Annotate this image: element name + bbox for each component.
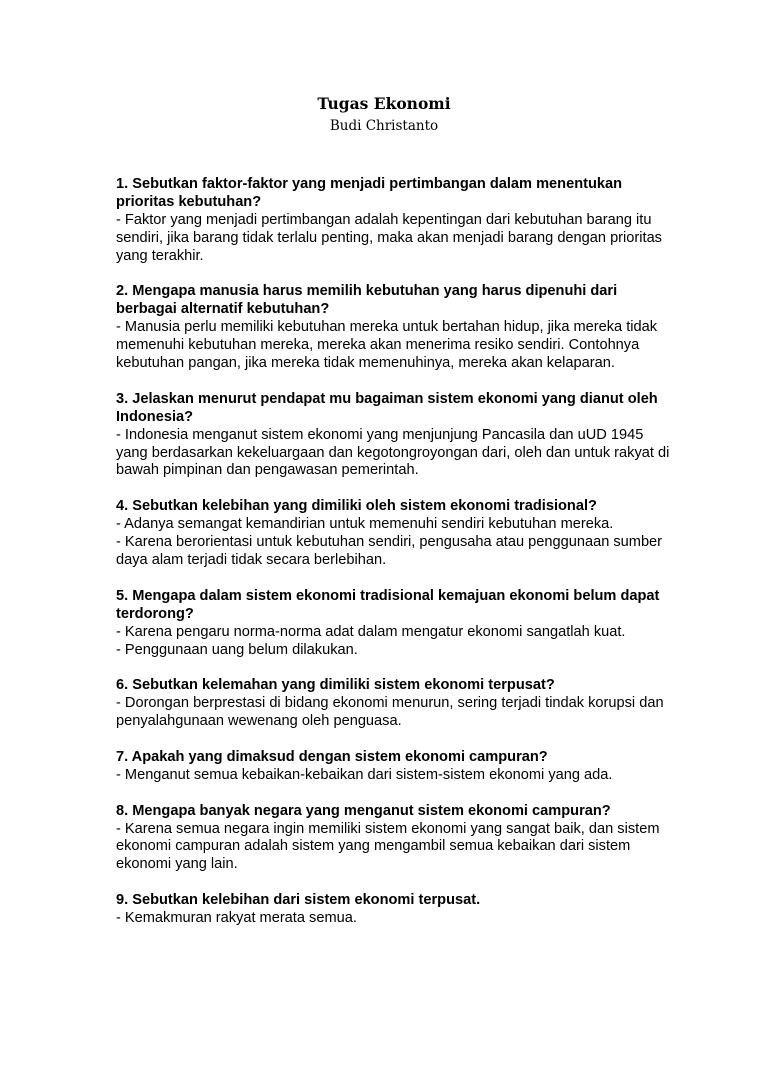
question-8: 8. Mengapa banyak negara yang menganut sistem ekonomi campuran? [116, 802, 611, 819]
answer-7-1: - Menganut semua kebaikan-kebaikan dari sistem-sistem ekonomi yang ada. [116, 766, 613, 783]
qa-item-1 [116, 176, 676, 266]
qa-item-3 [116, 391, 676, 481]
qa-list [116, 176, 676, 946]
document-header [0, 94, 768, 136]
document-title: Tugas Ekonomi [317, 94, 451, 113]
qa-item-6 [116, 677, 676, 731]
qa-item-2 [116, 283, 676, 373]
answer-6-1: - Dorongan berprestasi di bidang ekonomi menurun, sering terjadi tindak korupsi dan penyalahgunaan wewenang oleh penguasa. [116, 695, 664, 730]
answer-8-1: - Karena semua negara ingin memiliki sistem ekonomi yang sangat baik, dan sistem ekonomi campuran adalah sistem yang mengambil semua kebaikan dari sistem ekonomi yang lain. [116, 820, 660, 873]
question-1: 1. Sebutkan faktor-faktor yang menjadi pertimbangan dalam menentukan prioritas kebutuhan? [116, 176, 623, 210]
question-6: 6. Sebutkan kelemahan yang dimiliki sistem ekonomi terpusat? [116, 677, 555, 694]
answer-4-1: - Adanya semangat kemandirian untuk memenuhi sendiri kebutuhan mereka. [116, 516, 614, 533]
answer-4-2: - Karena berorientasi untuk kebutuhan sendiri, pengusaha atau penggunaan sumber daya alam terjadi tidak secara berlebihan. [116, 534, 663, 568]
question-5: 5. Mengapa dalam sistem ekonomi tradisional kemajuan ekonomi belum dapat terdorong? [116, 587, 660, 622]
question-3: 3. Jelaskan menurut pendapat mu bagaiman sistem ekonomi yang dianut oleh Indonesia? [116, 390, 658, 425]
answer-3-1: - Indonesia menganut sistem ekonomi yang menjunjung Pancasila dan uUD 1945 yang berdasarkan kekeluargaan dan kegotongroyongan dari, oleh dan untuk rakyat di bawah pimpinan dan pengawasan pemerintah. [116, 426, 670, 479]
question-9: 9. Sebutkan kelebihan dari sistem ekonomi terpusat. [116, 892, 481, 909]
answer-5-2: - Penggunaan uang belum dilakukan. [116, 641, 358, 658]
qa-item-7 [116, 749, 676, 785]
qa-item-5 [116, 588, 676, 660]
answer-1-1: - Faktor yang menjadi pertimbangan adalah kepentingan dari kebutuhan barang itu sendiri, jika barang tidak terlalu penting, maka akan menjadi barang dengan prioritas yang terakhir. [116, 211, 662, 264]
qa-item-8 [116, 803, 676, 875]
qa-item-4 [116, 498, 676, 570]
question-4: 4. Sebutkan kelebihan yang dimiliki oleh sistem ekonomi tradisional? [116, 498, 597, 515]
answer-2-1: - Manusia perlu memiliki kebutuhan mereka untuk bertahan hidup, jika mereka tidak memenuhi kebutuhan mereka, mereka akan menerima resiko sendiri. Contohnya kebutuhan pangan, jika mereka tidak memenuhinya, mereka akan kelaparan. [116, 319, 658, 372]
document-author: Budi Christanto [329, 118, 439, 134]
answer-9-1: - Kemakmuran rakyat merata semua. [116, 910, 357, 927]
answer-5-1: - Karena pengaru norma-norma adat dalam mengatur ekonomi sangatlah kuat. [116, 623, 626, 640]
qa-item-9 [116, 892, 676, 928]
question-7: 7. Apakah yang dimaksud dengan sistem ekonomi campuran? [116, 748, 548, 765]
question-2: 2. Mengapa manusia harus memilih kebutuhan yang harus dipenuhi dari berbagai alternatif kebutuhan? [116, 283, 618, 318]
